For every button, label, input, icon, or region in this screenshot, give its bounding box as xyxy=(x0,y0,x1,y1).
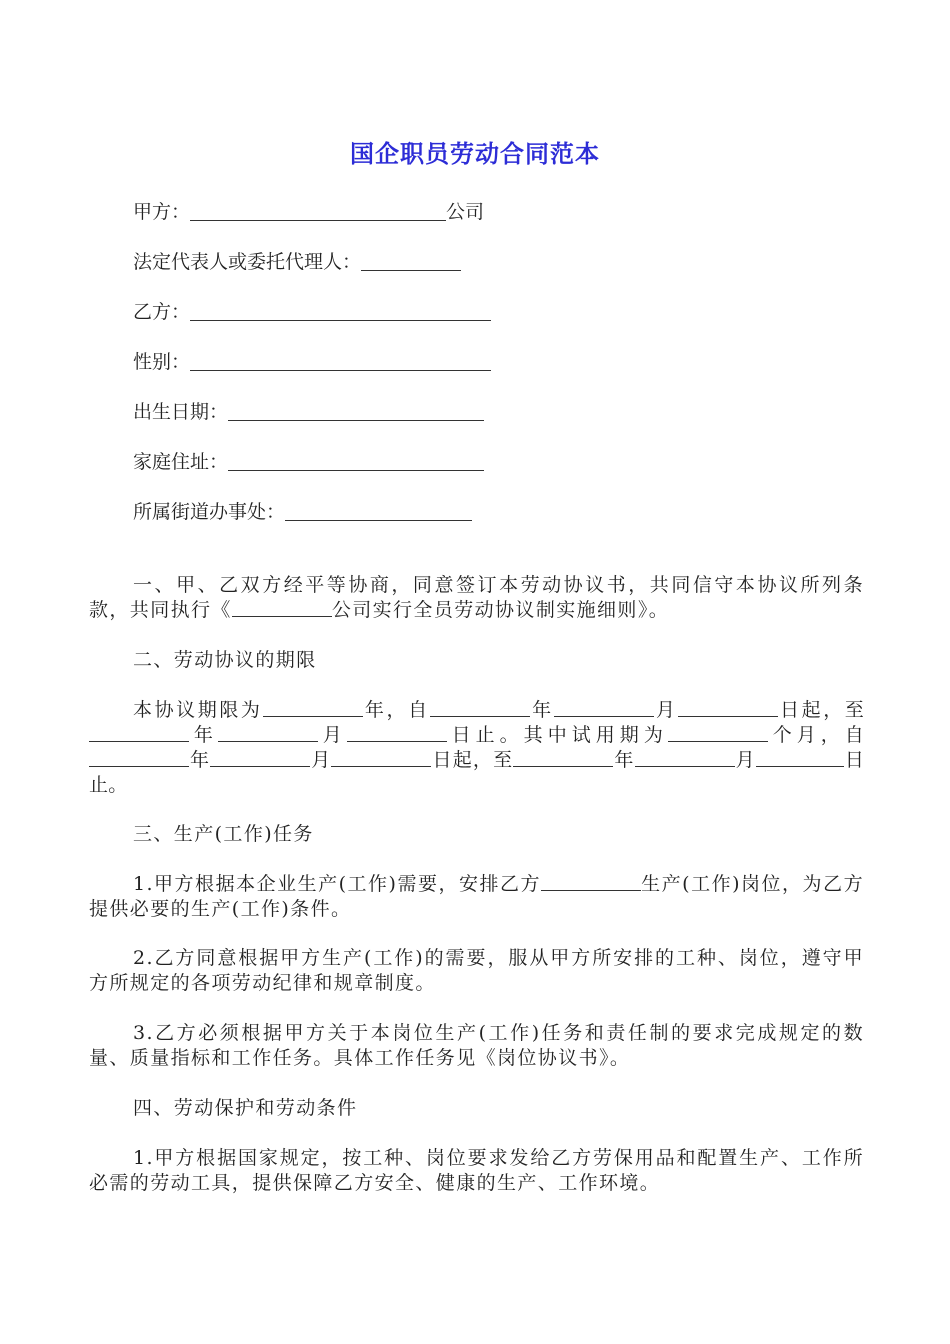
item-text: 1.甲方根据本企业生产(工作)需要，安排乙方 xyxy=(133,873,542,895)
term-text: 年 xyxy=(189,724,218,746)
section-1-paragraph xyxy=(89,573,864,623)
section-4-heading: 四、劳动保护和劳动条件 xyxy=(133,1097,358,1119)
term-text: 日起，至 xyxy=(431,749,514,771)
term-text: 月 xyxy=(310,749,332,771)
home-address-label: 家庭住址： xyxy=(133,451,229,473)
term-text: 年，自 xyxy=(362,699,430,721)
legal-rep-field xyxy=(133,250,461,274)
end-month-blank[interactable] xyxy=(218,723,318,742)
gender-field xyxy=(133,350,491,374)
document-title: 国企职员劳动合同范本 xyxy=(350,140,600,168)
start-year-blank[interactable] xyxy=(430,698,530,717)
term-text: 年 xyxy=(613,749,635,771)
party-b-label: 乙方： xyxy=(133,301,191,323)
section-3-heading: 三、生产(工作)任务 xyxy=(133,823,314,845)
probation-end-month-blank[interactable] xyxy=(635,748,735,767)
probation-end-day-blank[interactable] xyxy=(756,748,844,767)
birth-date-field xyxy=(133,400,484,424)
term-text: 月 xyxy=(734,749,756,771)
section-2-heading: 二、劳动协议的期限 xyxy=(133,649,317,671)
section-1-text-a: 一、甲、乙双方经平等协商，同意签订本劳动协议书，共同信守本协议所列条款，共同执行《 xyxy=(89,574,864,621)
street-office-label: 所属街道办事处： xyxy=(133,501,286,523)
gender-label: 性别： xyxy=(133,351,191,373)
home-address-blank[interactable] xyxy=(228,452,484,471)
end-day-blank[interactable] xyxy=(347,723,447,742)
party-b-blank[interactable] xyxy=(190,302,491,321)
term-text: 年 xyxy=(189,749,211,771)
section-4-item-1: 1.甲方根据国家规定，按工种、岗位要求发给乙方劳保用品和配置生产、工作所必需的劳动工具，提供保障乙方安全、健康的生产、工作环境。 xyxy=(89,1147,864,1194)
job-position-blank[interactable] xyxy=(541,872,641,891)
term-text: 本协议期限为 xyxy=(133,699,263,721)
party-a-field xyxy=(133,200,484,224)
probation-start-month-blank[interactable] xyxy=(210,748,310,767)
home-address-field xyxy=(133,450,484,474)
term-text: 月 xyxy=(653,699,678,721)
end-year-blank[interactable] xyxy=(89,723,189,742)
term-text: 年 xyxy=(529,699,554,721)
probation-months-blank[interactable] xyxy=(668,723,768,742)
birth-date-blank[interactable] xyxy=(228,402,484,421)
company-name-blank[interactable] xyxy=(232,598,332,617)
probation-start-year-blank[interactable] xyxy=(89,748,189,767)
probation-end-year-blank[interactable] xyxy=(513,748,613,767)
term-years-blank[interactable] xyxy=(263,698,363,717)
street-office-field xyxy=(133,500,472,524)
term-text: 日止。 xyxy=(89,749,865,796)
party-a-blank[interactable] xyxy=(190,202,446,221)
section-2-paragraph xyxy=(89,698,864,798)
probation-start-day-blank[interactable] xyxy=(331,748,431,767)
legal-rep-blank[interactable] xyxy=(361,252,461,271)
term-text: 个月，自 xyxy=(767,724,865,746)
party-a-label: 甲方： xyxy=(133,201,191,223)
legal-rep-label: 法定代表人或委托代理人： xyxy=(133,251,362,273)
street-office-blank[interactable] xyxy=(285,502,472,521)
gender-blank[interactable] xyxy=(190,352,491,371)
party-a-suffix: 公司 xyxy=(446,201,485,223)
section-3-item-1 xyxy=(89,872,864,922)
term-text: 月 xyxy=(317,724,347,746)
section-3-item-2: 2.乙方同意根据甲方生产(工作)的需要，服从甲方所安排的工种、岗位，遵守甲方所规定的各项劳动纪律和规章制度。 xyxy=(89,947,864,994)
party-b-field xyxy=(133,300,491,324)
birth-date-label: 出生日期： xyxy=(133,401,229,423)
start-day-blank[interactable] xyxy=(678,698,778,717)
section-3-item-3: 3.乙方必须根据甲方关于本岗位生产(工作)任务和责任制的要求完成规定的数量、质量指标和工作任务。具体工作任务见《岗位协议书》。 xyxy=(89,1022,864,1069)
start-month-blank[interactable] xyxy=(554,698,654,717)
section-1-text-b: 公司实行全员劳动协议制实施细则》。 xyxy=(331,599,670,621)
term-text: 日止。其中试用期为 xyxy=(446,724,668,746)
term-text: 日起，至 xyxy=(777,699,865,721)
item-text: 生产(工作)岗位，为乙方提供必要的生产(工作)条件。 xyxy=(89,873,864,920)
